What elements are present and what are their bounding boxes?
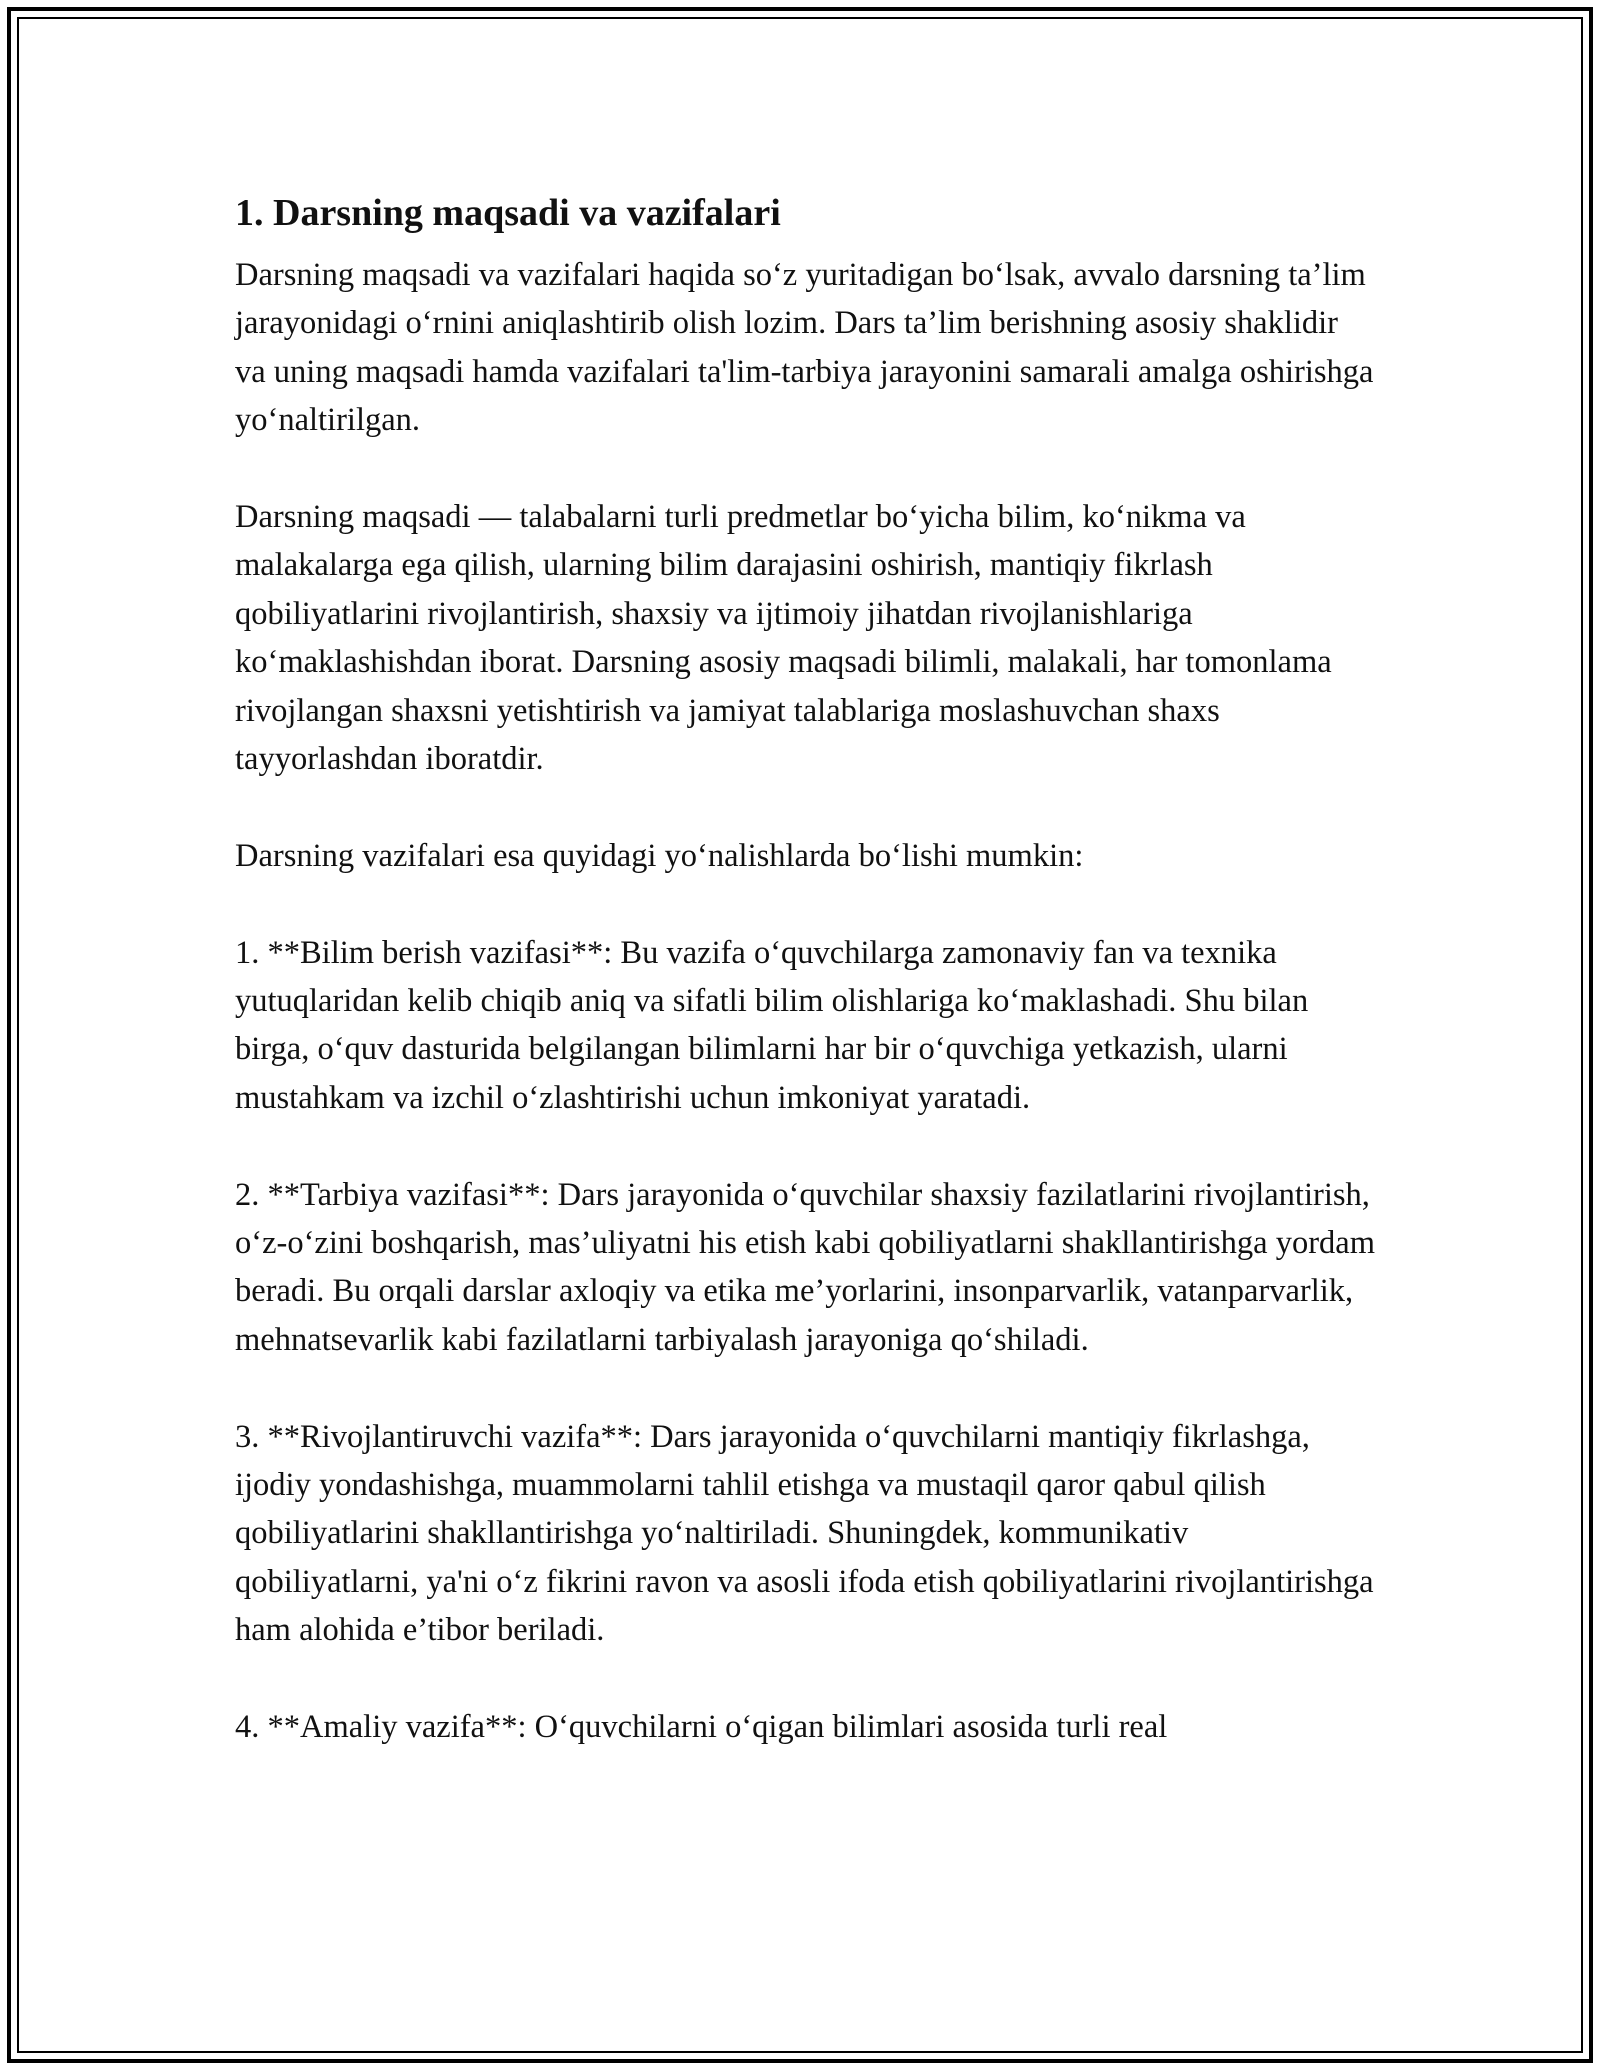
document-body [235,185,1375,1800]
section-heading: 1. Darsning maqsadi va vazifalari [235,192,781,234]
intro-paragraph: Darsning maqsadi va vazifalari haqida so‘z yuritadigan bo‘lsak, avvalo darsning ta’lim jarayonidagi o‘rnini aniqlashtirib olish lozim. Dars ta’lim berishning asosiy shaklidir va uning maqsadi hamda vazifalari ta'lim-tarbiya jarayonini samarali amalga oshirishga yo‘naltirilgan. [235,257,1374,439]
tasks-intro-paragraph: Darsning vazifalari esa quyidagi yo‘nalishlarda bo‘lishi mumkin: [235,837,1084,874]
list-item-upbringing-task: 2. **Tarbiya vazifasi**: Dars jarayonida o‘quvchilar shaxsiy fazilatlarini rivojlantirish, o‘z-o‘zini boshqarish, mas’uliyatni his etish kabi qobiliyatlarni shakllantirishga yordam beradi. Bu orqali darslar axloqiy va etika me’yorlarini, insonparvarlik, vatanparvarlik, mehnatsevarlik kabi fazilatlarni tarbiyalash jarayoniga qo‘shiladi. [235,1176,1375,1358]
list-item-practical-task: 4. **Amaliy vazifa**: O‘quvchilarni o‘qigan bilimlari asosida turli real [235,1709,1168,1746]
list-item-developmental-task: 3. **Rivojlantiruvchi vazifa**: Dars jarayonida o‘quvchilarni mantiqiy fikrlashga, ijodiy yondashishga, muammolarni tahlil etishga va mustaqil qaror qabul qilish qobiliyatlarini shakllantirishga yo‘naltiriladi. Shuningdek, kommunikativ qobiliyatlarni, ya'ni o‘z fikrini ravon va asosli ifoda etish qobiliyatlarini rivojlantirishga ham alohida e’tibor beriladi. [235,1418,1374,1649]
list-item-knowledge-task: 1. **Bilim berish vazifasi**: Bu vazifa o‘quvchilarga zamonaviy fan va texnika yutuqlaridan kelib chiqib aniq va sifatli bilim olishlariga ko‘maklashadi. Shu bilan birga, o‘quv dasturida belgilangan bilimlarni har bir o‘quvchiga yetkazish, ularni mustahkam va izchil o‘zlashtirishi uchun imkoniyat yaratadi. [235,934,1309,1116]
goal-paragraph: Darsning maqsadi — talabalarni turli predmetlar bo‘yicha bilim, ko‘nikma va malakalarga ega qilish, ularning bilim darajasini oshirish, mantiqiy fikrlash qobiliyatlarini rivojlantirish, shaxsiy va ijtimoiy jihatdan rivojlanishlariga ko‘maklashishdan iborat. Darsning asosiy maqsadi bilimli, malakali, har tomonlama rivojlangan shaxsni yetishtirish va jamiyat talablariga moslashuvchan shaxs tayyorlashdan iboratdir. [235,499,1332,778]
